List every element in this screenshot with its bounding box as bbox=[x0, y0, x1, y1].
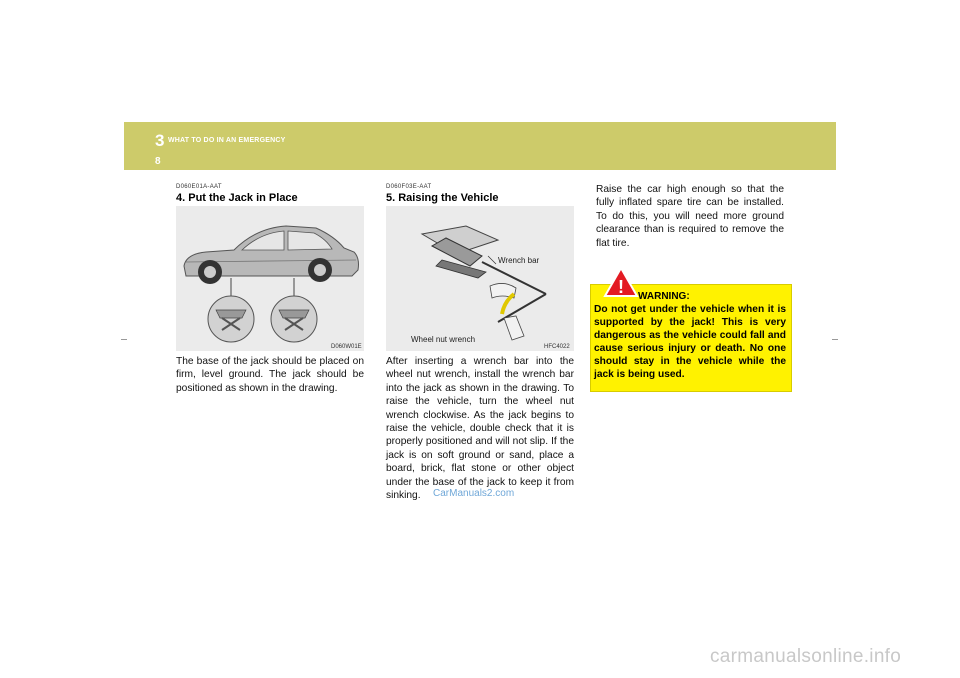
section2-body: After inserting a wrench bar into the wheel nut wrench, install the wrench bar into the jack as shown in the drawing. To raise the vehicle, turn the wheel nut wrench clockwise. As the jack begins to raise the vehicle, double check that it is properly positioned and will not slip. If the jack is on soft ground or sand, place a board, brick, flat stone or other object under the base of the jack to keep it from sinking. bbox=[386, 356, 574, 502]
section1-body: The base of the jack should be placed on firm, level ground. The jack should be positioned as shown in the drawing. bbox=[176, 356, 364, 394]
chapter-number: 3 bbox=[155, 131, 165, 150]
wrench-jack-illustration bbox=[386, 206, 574, 351]
footer-watermark: carmanualsonline.info bbox=[710, 646, 902, 667]
section1-figure-code: D060W01E bbox=[331, 344, 362, 350]
raising-vehicle-figure bbox=[386, 206, 574, 351]
wheel-nut-wrench-label: Wheel nut wrench bbox=[411, 335, 476, 344]
crop-mark-right bbox=[832, 339, 838, 340]
chapter-title: WHAT TO DO IN AN EMERGENCY bbox=[168, 137, 286, 144]
section1-heading: 4. Put the Jack in Place bbox=[176, 192, 298, 204]
warning-triangle-icon bbox=[603, 266, 639, 298]
chapter-header-band bbox=[124, 122, 836, 170]
warning-exclamation: ! bbox=[618, 277, 624, 297]
wrench-bar-label: Wrench bar bbox=[498, 256, 540, 265]
section2-heading: 5. Raising the Vehicle bbox=[386, 192, 499, 204]
section1-code: D060E01A-AAT bbox=[176, 184, 222, 190]
section3-body: Raise the car high enough so that the fully inflated spare tire can be installed. To do this, you will need more ground clearance than is required to remove the flat tire. bbox=[596, 184, 784, 249]
car-jack-illustration bbox=[176, 206, 364, 351]
warning-text: Do not get under the vehicle when it is supported by the jack! This is very dangerous as the vehicle could fall and cause serious injury or death. No one should stay in the vehicle while the jack is being used. bbox=[594, 304, 786, 380]
page-number: 8 bbox=[155, 156, 161, 167]
watermark: CarManuals2.com bbox=[433, 488, 515, 499]
warning-title: WARNING: bbox=[638, 291, 690, 302]
jack-placement-figure bbox=[176, 206, 364, 351]
crop-mark-left bbox=[121, 339, 127, 340]
section2-figure-code: HFC4022 bbox=[544, 344, 570, 350]
section2-code: D060F03E-AAT bbox=[386, 184, 432, 190]
